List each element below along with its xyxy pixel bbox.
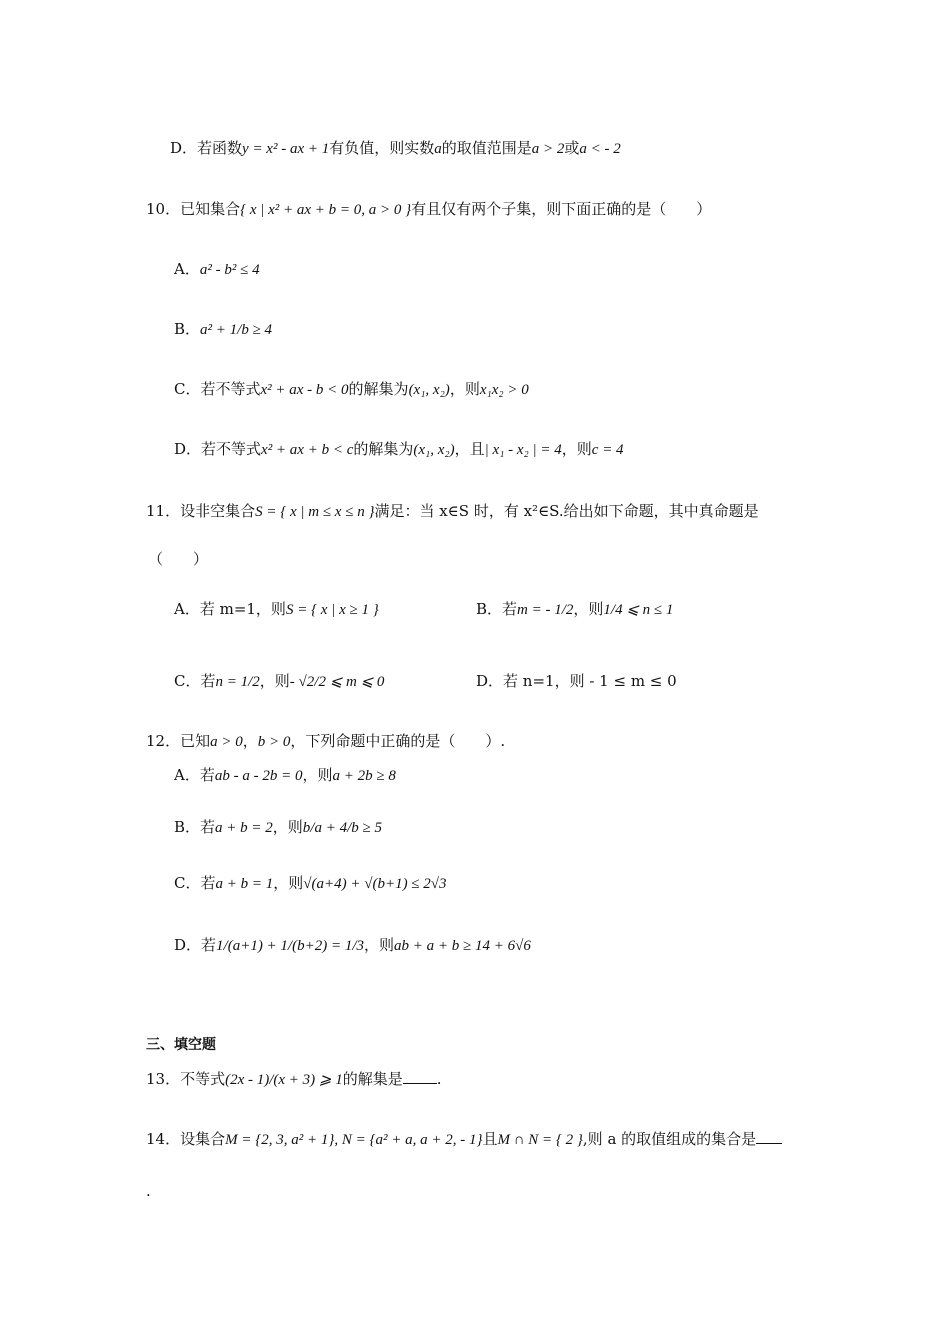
q12-stem-cond-b: b > 0 [257,734,291,750]
q9-d-var: a [434,141,442,157]
q14-suffix: ,则 a 的取值组成的集合是 [582,1130,757,1148]
q10-d-mid3: ，则 [561,440,592,458]
q10-b-label: B． [174,320,201,338]
q10-a-math: a² - b² ≤ 4 [199,262,260,278]
q9-d-or: 或 [564,139,580,157]
q12-d-mid: ，则 [364,936,395,954]
q12-option-a [174,764,396,787]
q10-c-interval: (x₁, x₂) [408,382,450,398]
q10-d-interval: (x₁, x₂) [413,442,455,458]
q10-option-b [174,318,272,341]
q11-stem-suffix: 满足：当 x∈S 时，有 x²∈S.给出如下命题，其中真命题是 [374,502,759,520]
q13-prefix: 13．不等式 [146,1070,226,1088]
q10-c-prefix: C．若不等式 [174,380,261,398]
q11-c-math: n = 1/2 [215,674,260,690]
q12-c-prefix: C．若 [174,874,216,892]
q12-stem [146,730,505,753]
q11-c-mid: ，则 [259,672,290,690]
q11-stem-set: S = { x | m ≤ x ≤ n } [255,504,375,520]
q12-stem-suffix: ，下列命题中正确的是（ ）. [290,732,506,750]
q12-d-math1: 1/(a+1) + 1/(b+2) = 1/3 [216,938,365,954]
q12-c-math2: √(a+4) + √(b+1) ≤ 2√3 [303,876,447,892]
q9-d-prefix: D．若函数 [170,139,243,157]
q12-d-prefix: D．若 [174,936,217,954]
q14-answer-blank[interactable] [756,1129,782,1144]
q14-intersection: M ∩ N = { 2 } [497,1132,583,1148]
q9-d-mid: 有负值，则实数 [329,139,435,157]
q12-stem-cond-a: a > 0 [210,734,243,750]
q12-b-math1: a + b = 2 [215,820,273,836]
q11-c-math2: - √2/2 ⩽ m ⩽ 0 [289,674,385,690]
q10-stem-suffix: 有且仅有两个子集，则下面正确的是（ ） [411,200,712,218]
q10-d-distance: | x₁ - x₂ | = 4 [484,442,562,458]
section-heading-fill-in: 三、填空题 [146,1037,216,1053]
q12-c-mid: ，则 [273,874,304,892]
q12-a-math1: ab - a - 2b = 0 [214,768,303,784]
q10-option-c [174,378,529,401]
q10-stem [146,198,711,221]
q10-option-a [174,258,260,281]
q10-stem-prefix: 10．已知集合 [146,200,241,218]
q12-stem-sep: ， [242,732,258,750]
q12-stem-prefix: 12．已知 [146,732,211,750]
q12-b-math2: b/a + 4/b ≥ 5 [302,820,382,836]
q12-option-d [174,934,531,957]
q12-a-math2: a + 2b ≥ 8 [332,768,396,784]
q10-d-prefix: D．若不等式 [174,440,262,458]
q12-b-prefix: B．若 [174,818,216,836]
q11-stem-prefix: 11．设非空集合 [146,502,256,520]
q12-option-b [174,816,382,839]
q11-a-math: S = { x | x ≥ 1 } [285,602,379,618]
q12-c-math1: a + b = 1 [215,876,274,892]
q10-a-label: A． [174,260,200,278]
q11-b-math: m = - 1/2 [517,602,574,618]
q9-d-mid2: 的取值范围是 [441,139,532,157]
q10-d-mid2: ，且 [454,440,485,458]
q10-c-conclusion: x₁x₂ > 0 [479,382,529,398]
q12-a-prefix: A．若 [174,766,215,784]
q14-and: 且 [482,1130,498,1148]
q10-d-mid: 的解集为 [353,440,414,458]
q11-option-d: D．若 n=1，则 - 1 ≤ m ≤ 0 [476,672,677,690]
q10-d-conclusion: c = 4 [591,442,624,458]
q12-b-mid: ，则 [272,818,303,836]
q12-option-c [174,872,447,895]
q11-a-prefix: A．若 m=1，则 [174,600,286,618]
q10-option-d [174,438,624,461]
q14-end: . [146,1182,151,1200]
q10-c-mid: 的解集为 [348,380,409,398]
q12-a-mid: ，则 [302,766,333,784]
q10-stem-set: { x | x² + ax + b = 0, a > 0 } [240,202,412,218]
q11-b-mid: ，则 [573,600,604,618]
q13 [146,1068,442,1091]
q11-option-c [174,670,384,693]
q14-sets: M = {2, 3, a² + 1}, N = {a² + a, a + 2, - 1} [225,1132,483,1148]
q12-d-math2: ab + a + b ≥ 14 + 6√6 [394,938,531,954]
q10-c-inequality: x² + ax - b < 0 [260,382,349,398]
q13-answer-blank[interactable] [403,1069,437,1084]
q9-d-range1: a > 2 [531,141,565,157]
q11-option-a [174,598,379,621]
q11-b-prefix: B．若 [476,600,518,618]
q14 [146,1128,782,1151]
q10-c-mid2: ，则 [449,380,480,398]
q13-end: . [436,1070,442,1088]
q11-option-b [476,598,673,621]
q10-d-inequality: x² + ax + b < c [261,442,354,458]
q9-d-function: y = x² - ax + 1 [242,141,330,157]
q10-b-math: a² + 1/b ≥ 4 [200,322,273,338]
q9-option-d [170,137,621,160]
q14-prefix: 14．设集合 [146,1130,226,1148]
q11-answer-paren: （ ） [148,550,209,568]
q13-suffix: 的解集是 [342,1070,403,1088]
q11-stem [146,500,759,523]
q9-d-range2: a < - 2 [579,141,621,157]
q11-b-math2: 1/4 ⩽ n ≤ 1 [603,602,674,618]
q11-c-prefix: C．若 [174,672,216,690]
q13-math: (2x - 1)/(x + 3) ⩾ 1 [225,1072,343,1088]
